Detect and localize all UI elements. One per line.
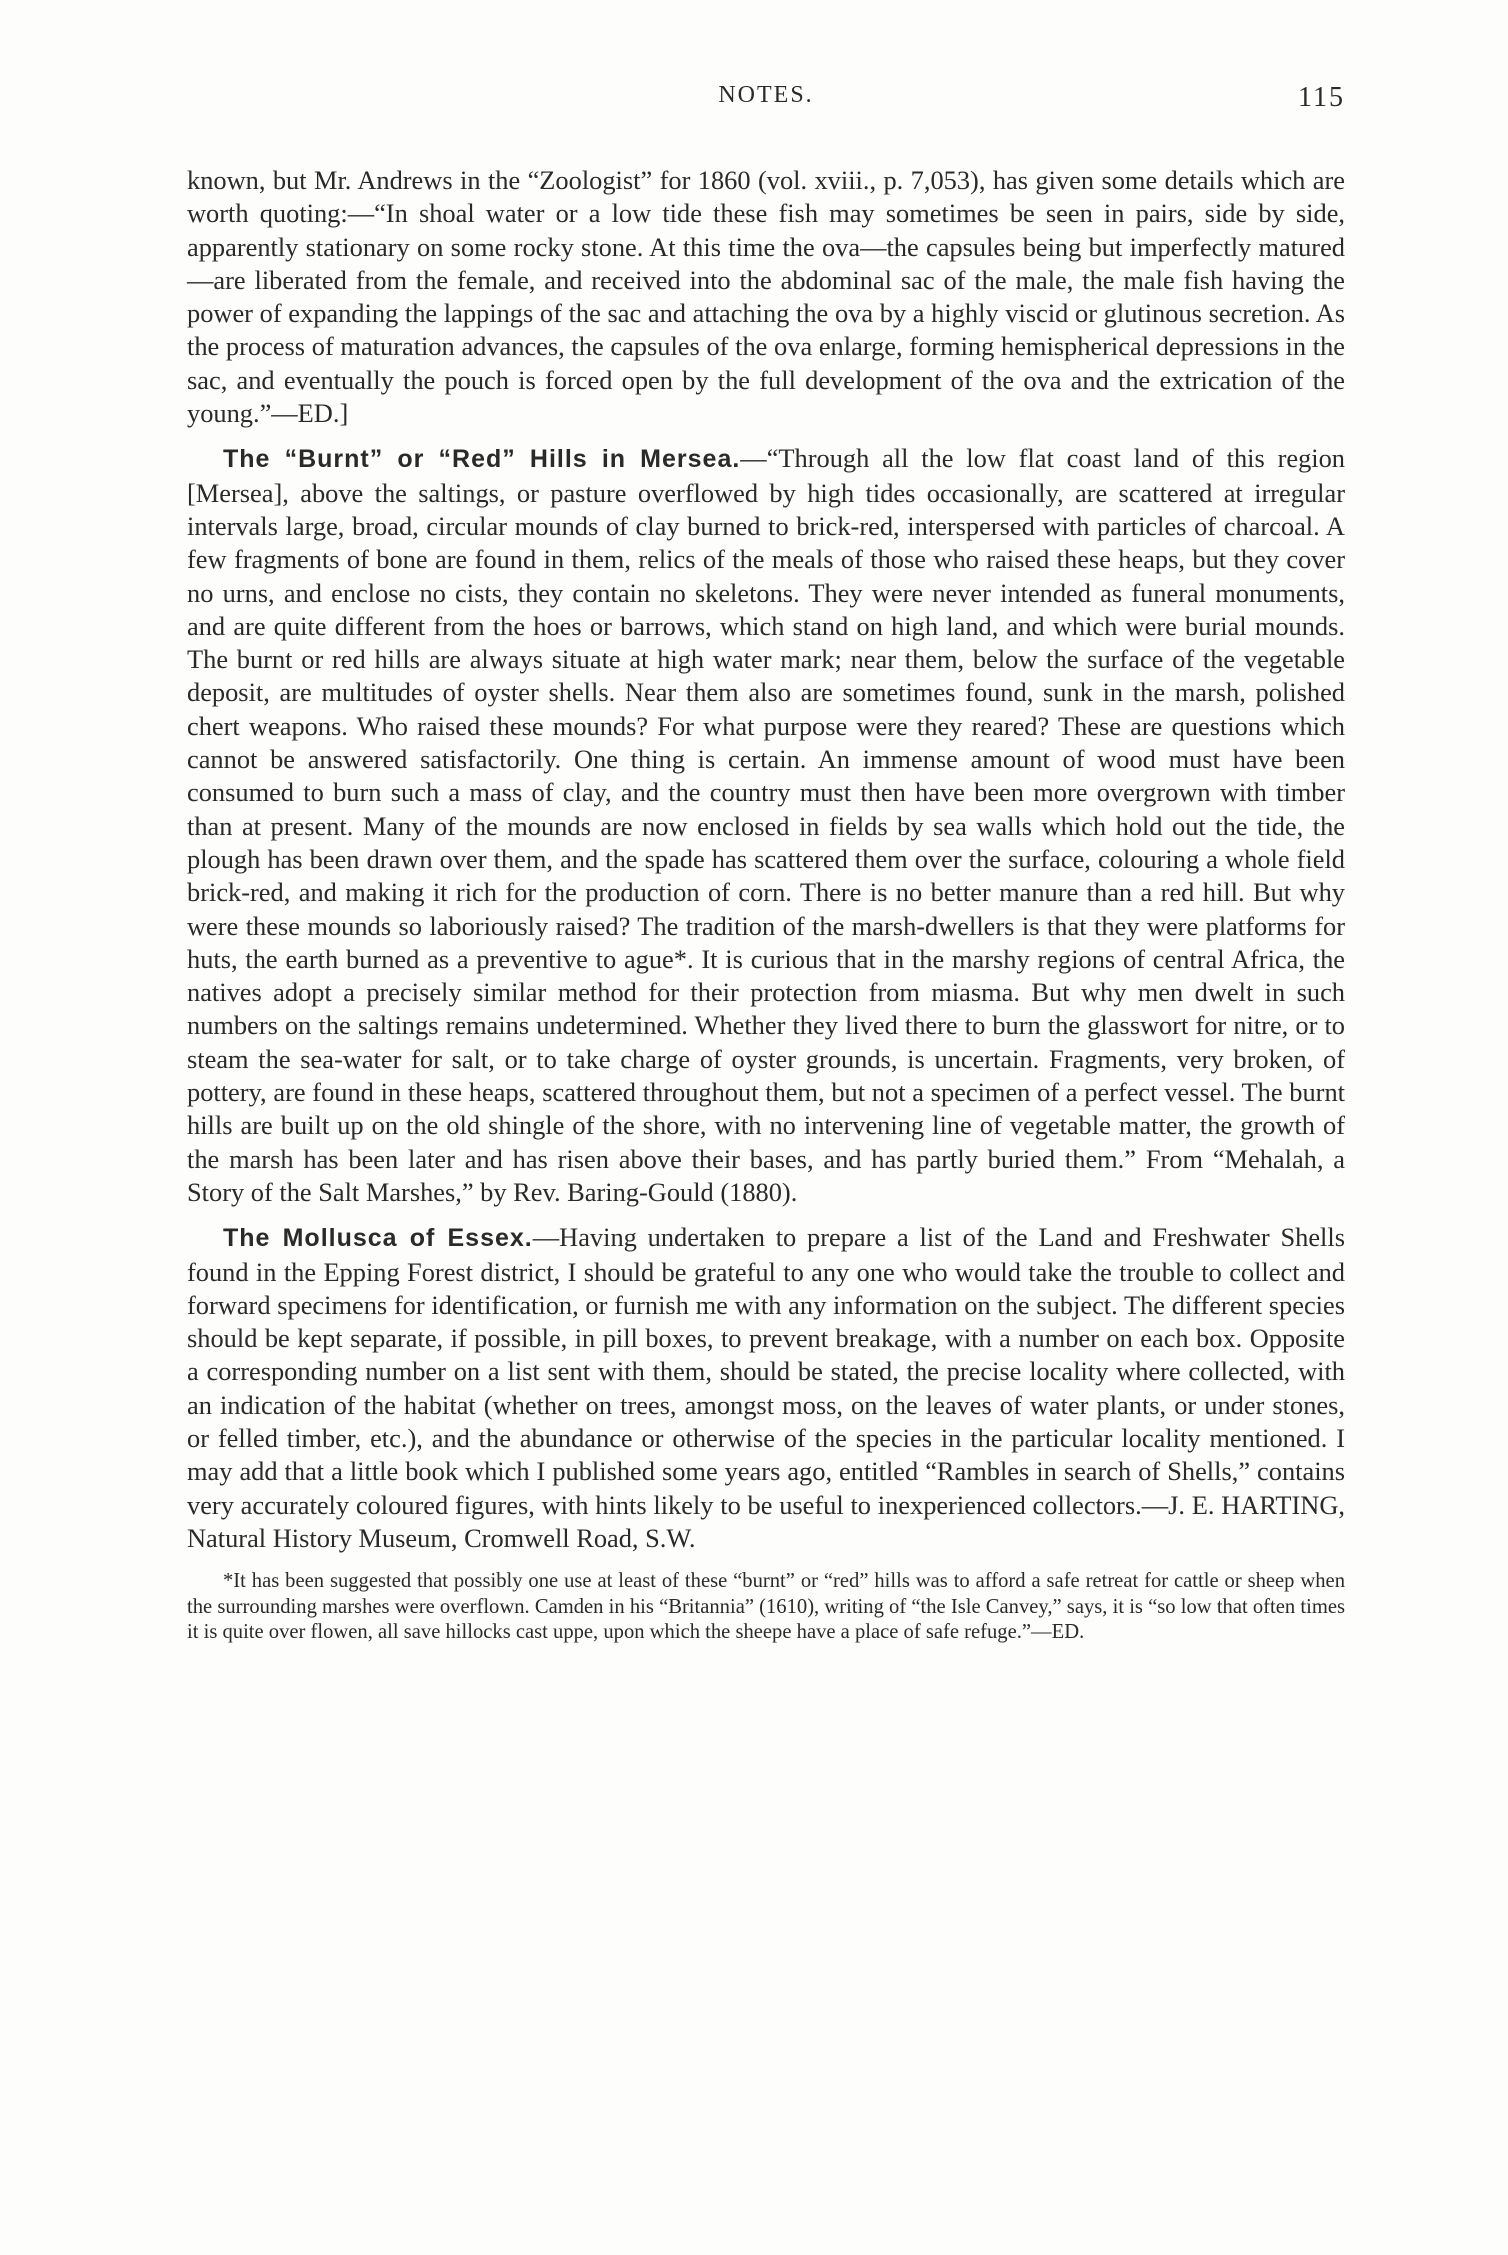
footnote: *It has been suggested that possibly one use at least of these “burnt” or “red” hills was to afford a safe retreat for cattle or sheep when the surrounding marshes were overflown. Camden in his “Britannia” (1610), writing of “the Isle Canvey,” says, it is “so low that often times it is quite over flowen, all save hillocks cast uppe, upon which the sheepe have a place of safe refuge.”—ED.	[187, 1570, 1345, 1644]
page-number: 115	[1298, 82, 1345, 113]
mollusca-heading: The Mollusca of Essex.	[223, 1224, 533, 1253]
running-title: NOTES.	[718, 82, 814, 108]
mollusca-paragraph	[187, 1221, 1345, 1555]
burnt-hills-text: —“Through all the low flat coast land of this region [Mersea], above the saltings, or pasture overflowed by high tides occasionally, are scattered at irregular intervals large, broad, circular mounds of clay burned to brick-red, interspersed with particles of charcoal. A few fragments of bone are found in them, relics of the meals of those who raised these heaps, but they cover no urns, and enclose no cists, they contain no skeletons. They were never intended as funeral monuments, and are quite different from the hoes or barrows, which stand on high land, and which were burial mounds. The burnt or red hills are always situate at high water mark; near them, below the surface of the vegetable deposit, are multitudes of oyster shells. Near them also are sometimes found, sunk in the marsh, polished chert weapons. Who raised these mounds? For what purpose were they reared? These are questions which cannot be answered satisfactorily. One thing is certain. An immense amount of wood must have been consumed to burn such a mass of clay, and the country must then have been more overgrown with timber than at present. Many of the mounds are now enclosed in fields by sea walls which hold out the tide, the plough has been drawn over them, and the spade has scattered them over the surface, colouring a whole field brick-red, and making it rich for the production of corn. There is no better manure than a red hill. But why were these mounds so laboriously raised? The tradition of the marsh-dwellers is that they were platforms for huts, the earth burned as a preventive to ague*. It is curious that in the marshy regions of central Africa, the natives adopt a precisely similar method for their protection from miasma. But why men dwelt in such numbers on the saltings remains undetermined. Whether they lived there to burn the glasswort for nitre, or to steam the sea-water for salt, or to take charge of oyster grounds, is uncertain. Fragments, very broken, of pottery, are found in these heaps, scattered throughout them, but not a specimen of a perfect vessel. The burnt hills are built up on the old shingle of the shore, with no intervening line of vegetable matter, the growth of the marsh has been later and has risen above their bases, and has partly buried them.” From “Mehalah, a Story of the Salt Marshes,” by Rev. Baring-Gould (1880).	[187, 443, 1345, 1207]
burnt-hills-paragraph	[187, 442, 1345, 1209]
mollusca-text: —Having undertaken to prepare a list of the Land and Freshwater Shells found in the Epping Forest district, I should be grateful to any one who would take the trouble to collect and forward specimens for identification, or furnish me with any information on the subject. The different species should be kept separate, if possible, in pill boxes, to prevent breakage, with a number on each box. Opposite a corresponding number on a list sent with them, should be stated, the precise locality where collected, with an indication of the habitat (whether on trees, amongst moss, on the leaves of water plants, or under stones, or felled timber, etc.), and the abundance or otherwise of the species in the particular locality mentioned. I may add that a little book which I published some years ago, entitled “Rambles in search of Shells,” contains very accurately coloured figures, with hints likely to be useful to inexperienced collectors.—J. E. HARTING, Natural History Museum, Cromwell Road, S.W.	[187, 1222, 1345, 1553]
text-block	[187, 164, 1345, 1646]
running-head	[187, 82, 1345, 122]
burnt-hills-heading: The “Burnt” or “Red” Hills in Mersea.	[223, 445, 741, 474]
continuation-paragraph: known, but Mr. Andrews in the “Zoologist” for 1860 (vol. xviii., p. 7,053), has given some details which are worth quoting:—“In shoal water or a low tide these fish may sometimes be seen in pairs, side by side, apparently stationary on some rocky stone. At this time the ova—the capsules being but imperfectly matured—are liberated from the female, and received into the abdominal sac of the male, the male fish having the power of expanding the lappings of the sac and attaching the ova by a highly viscid or glutinous secretion. As the process of maturation advances, the capsules of the ova enlarge, forming hemispherical depressions in the sac, and eventually the pouch is forced open by the full development of the ova and the extrication of the young.”—ED.]	[187, 165, 1345, 429]
